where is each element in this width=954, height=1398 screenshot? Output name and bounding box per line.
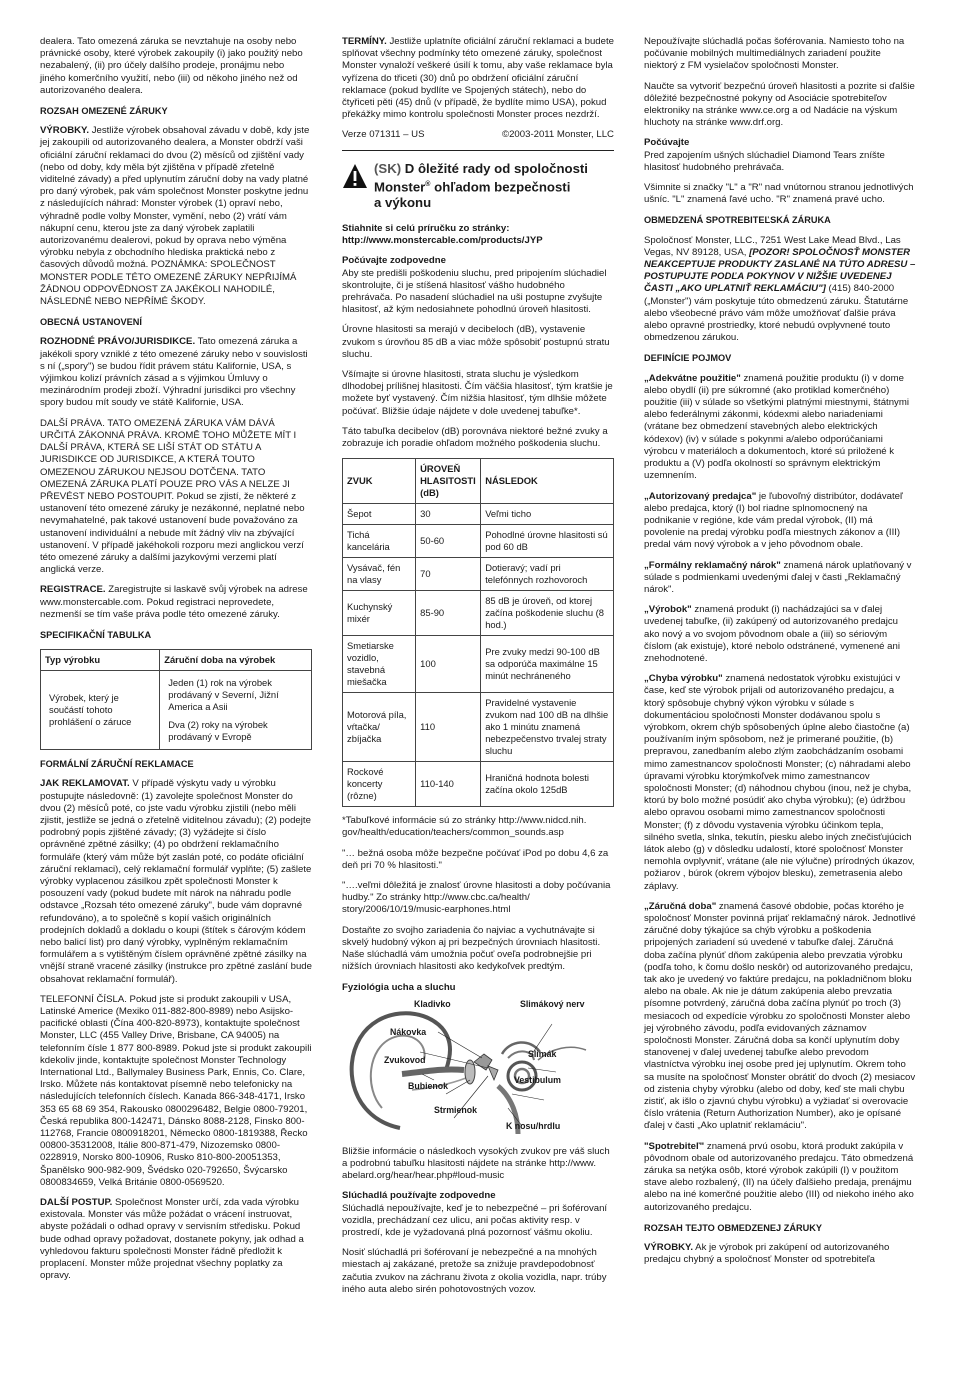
section-heading: ROZSAH OMEZENÉ ZÁRUKY — [40, 106, 168, 117]
definition-text: znamená produkt (i) nachádzajúci sa v ďalej uvedenej tabuľke, (ii) zakúpený od autorizovaného predajcu ako nový a vo svojom pôvodnom obale a (iii) so sériovým číslom (ak existuje), ktoré nebolo odstránené, vymenené ani znehodnotené. — [644, 604, 900, 664]
table-cell: 70 — [416, 558, 481, 591]
title-text: Monster — [374, 179, 426, 195]
table-cell — [160, 671, 312, 750]
table-header: NÁSLEDOK — [481, 459, 614, 504]
label-slimakovy-nerv: Slimákový nerv — [520, 998, 585, 1009]
decibel-table — [342, 458, 614, 807]
table-row — [343, 504, 614, 525]
table-cell: 110 — [416, 693, 481, 762]
run-in-label: VÝROBKY. — [40, 125, 90, 137]
footnote: *Tabuľkové informácie sú zo stránky http://www.nidcd.nih. gov/health/education/teachers/common_sounds.asp — [342, 815, 587, 839]
warning-header — [342, 161, 614, 211]
table-cell: Výrobek, který je součástí tohoto prohlášení o záruce — [41, 671, 160, 750]
table-row — [343, 558, 614, 591]
label-kladivko: Kladivko — [414, 998, 451, 1009]
table-header: Záruční doba na výrobek — [160, 650, 312, 671]
section-heading: OBECNÁ USTANOVENÍ — [40, 317, 142, 328]
paragraph-text: Zaregistrujte si laskavě svůj výrobek na adrese www.monstercable.com. Pokud registraci neprovedete, nezmenší se tím vaše práva podle této omezené záruky. — [40, 584, 308, 620]
label-slimak: Slimák — [528, 1048, 557, 1059]
table-cell: Veľmi ticho — [481, 504, 614, 525]
table-cell: 85-90 — [416, 591, 481, 636]
definition-text: znamená použitie produktu (i) v dome alebo obydlí (ii) pre súkromné (ako protiklad komerčného) použitie (iii) v súlade so všetkými platnými miestnymi, štátnymi alebo federálnymi zákonmi, kódexmi alebo nariadeniami (vrátane bez obmedzení stavebných alebo elektrických kódexov) (iv) v súlade s pokynmi a/alebo odporúčaniami výrobcu v materiáloch a dokumentoch, ktoré sú priložené k produktu a (V) podľa okolností so správnym elektrickým uzemnením. — [644, 372, 909, 482]
table-cell: 50-60 — [416, 525, 481, 558]
title-text: a výkonu — [374, 195, 432, 211]
table-cell: Hraničná hodnota bolesti začína okolo 125dB — [481, 762, 614, 807]
run-in-label: VÝROBKY. — [644, 1242, 694, 1254]
definition — [644, 901, 916, 1133]
definition-text: znamená nedostatok výrobku existujúci v čase, keď ste výrobok prijali od autorizovaného predajcu, a ktorý spôsobuje chybný výkon výrobku v súlade s dokumentáciou spoločnosti Monster dodávanou spolu s výrobkom, okrem chýb spôsobených úplne alebo čiastočne (a) používaním iným spôsobom, než je primerané použitie, (b) prepravou, zanedbaním alebo zlým zaobchádzaním osobami mimo zamestnancov spoločnosti Monster; (c) náhradami alebo úpravami výrobku ktorýmkoľvek mimo zamestnancov spoločnosti Monster; (d) náhodnou chybou (inou, než je chyba, ktorú by bolo možné posúdiť ako chyba výrobku); (e) údržbou alebo opravou osobami mimo zamestnancov spoločnosti Monster; (f) z dôvodu vystavenia výrobku účinkom tepla, silného svetla, slnka, tekutín, piesku alebo iných znečisťujúcich látok alebo (g) v dôsledku udalostí, ktoré spoločnosť Monster nemohla ovplyvniť, vrátane (ale nie výlučne) prírodných úkazov, požiarov , búrok (okrem výbojov blesku), zemetrasenia alebo záplavy. — [644, 673, 915, 892]
paragraph: Aby ste predišli poškodeniu sluchu, pred pripojením slúchadiel skontrolujte, či je stíšená hlasitosť vášho hudobného prehrávača. Po nasadení slúchadiel na uši postupne zvyšujte hlasitosť, až kým nedosiahnete pohodlnú úroveň hlasitosti. — [342, 267, 607, 316]
table-row — [343, 762, 614, 807]
table-cell: Šepot — [343, 504, 416, 525]
paragraph: Nepoužívajte slúchadlá počas šoférovania. Namiesto toho na počúvanie mobilných multimediálnych zariadení použite niektorý z FM vysielačov spoločnosti Monster. — [644, 36, 905, 72]
definition — [644, 604, 916, 665]
paragraph: Pred zapojením ušných slúchadiel Diamond Tears zníšte hlasitosť hudobného prehrávača. — [644, 149, 885, 173]
title-text: ohľadom bezpečnosti — [430, 179, 571, 195]
run-in-label: ROZHODNÉ PRÁVO/JURISDIKCE. — [40, 336, 196, 348]
term: „Adekvátne použitie" — [644, 372, 741, 384]
section-heading: DEFINÍCIE POJMOV — [644, 353, 732, 364]
paragraph — [644, 1242, 916, 1266]
paragraph: Všímajte si úrovne hlasitosti, strata sluchu je výsledkom dlhodobej prílišnej hlasitosti. Čím väčšia hlasitosť, tým kratšie je možete byť vystavený. Čím nižšia hlasitosť, tým dlhšie môžete počúvať. Bližšie údaje nájdete v dole uvedenej tabuľke*. — [342, 369, 613, 417]
registered-mark: ® — [425, 180, 431, 188]
table-cell: Pre zvuky medzi 90-100 dB sa odporúča maximálne 15 minút nechráneného — [481, 636, 614, 693]
notice-text: [POZOR! SPOLOČNOSŤ MONSTER NEAKCEPTUJE PRODUKTY ZASLANÉ NA TÚTO ADRESU – POSTUPUJTE PODĽA POKYNOV V NIŽŠIE UVEDENEJ ČASTI „AKO UPLATNIŤ REKLAMÁCIU"] — [644, 246, 916, 295]
table-cell: 30 — [416, 504, 481, 525]
table-cell: Vysávač, fén na vlasy — [343, 558, 416, 591]
column-1 — [40, 36, 312, 1290]
subheading: Počúvajte — [644, 137, 690, 149]
term: "Spotrebiteľ" — [644, 1140, 705, 1152]
subheading: Slúchadlá používajte zodpovedne — [342, 1190, 496, 1202]
run-in-label: TERMÍNY. — [342, 36, 387, 47]
definition — [644, 1141, 916, 1214]
term: „Výrobok" — [644, 604, 692, 616]
table-row — [343, 693, 614, 762]
paragraph: Bližšie informácie o následkoch vysokých zvukov pre váš sluch a podrobnú tabuľku hlasitosti nájdete na stránke http://www. abelard.org/hear/hear.php#loud-music — [342, 1145, 610, 1182]
label-strmienok: Strmienok — [434, 1104, 478, 1115]
paragraph: Slúchadlá nepoužívajte, keď je to nebezpečné – pri šoférovaní vozidla, prechádzaní cez ulicu, ani počas aktivity resp. v prostredí, kde je vyžadovaná plná pozornosť vášmu okoliu. — [342, 1202, 608, 1238]
table-header: Typ výrobku — [41, 650, 160, 671]
table-cell: Motorová píla, vŕtačka/ zbíjačka — [343, 693, 416, 762]
table-cell: 100 — [416, 636, 481, 693]
paragraph: TELEFONNÍ ČÍSLA. Pokud jste si produkt zakoupili v USA, Latinské Americe (Mexiko 011-882-800-8989) nebo Asijsko-pacifické oblasti (Čína 400-820-8973), kontaktujte společnost Monster, LLC (455 Valley Drive, Brisbane, CA 94005) na telefonním čísle 1 877 800-8989. Pokud jste si produkt zakoupili kdekoliv jinde, kontaktujte společnost Monster Technology International Ltd., Ballymaley Business Park, Ennis, Co. Clare, Irsko. Můžete nás kontaktovat písemně nebo telefonicky na následujících telefonních číslech. Kanada 866-348-4171, Irsko 353 65 68 69 354, Rakousko 0800296482, Belgie 0800-79201, Česká republika 800-142471, Dánsko 8088-2128, Finsko 800-112768, Francie 0800918201, Německo 0800-1819388, Řecko 00800-35312008, Itálie 800-871-479, Nizozemsko 0800-0228919, Norsko 800-10906, Rusko 810-800-20051353, Španělsko 900-982-909, Švédsko 020-792650, Švýcarsko 0800834659, Velká Británie 0800-0569520. — [40, 993, 312, 1188]
definition-text: znamená nárok uplatňovaný v súlade s podmienkami uvedenými ďalej v časti „Reklamačný nárok". — [644, 559, 912, 595]
label-zvukovod: Zvukovod — [384, 1054, 426, 1065]
quote: "….veľmi dôležitá je znalosť úrovne hlasitosti a doby počúvania hudby." Zo stránky http://www.cbc.ca/health/ story/2006/10/19/music-earphones.html — [342, 880, 611, 916]
copyright: ©2003-2011 Monster, LLC — [502, 129, 614, 141]
paragraph-text: (415) 840-2000 („Monster") vám poskytuje túto obmedzenú záruku. Štatutárne alebo všeobecné právo vám môže umožňovať ďalšie práva alebo opravné prostriedky, ktoré nebudú ovplyvnené touto obmedzenou zárukou. — [644, 283, 909, 344]
paragraph: DALŠÍ PRÁVA. TATO OMEZENÁ ZÁRUKA VÁM DÁVÁ URČITÁ ZÁKONNÁ PRÁVA. KROMĚ TOHO MŮŽETE MÍT I DALŠÍ PRÁVA, KTERÁ SE LIŠÍ STÁT OD STÁTU A JURISDIKCE OD JURISDIKCE, A KTERÁ TOUTO OMEZENOU ZÁRUKOU NEJSOU DOTČENA. TATO OMEZENÁ ZÁRUKA PLATÍ POUZE PRO VÁS A NELZE JI PŘEVÉST NEBO POSTOUPIT. Pokud se zjistí, že některé z ustanovení této omezené záruky je nezákonné, neplatné nebo nevymahatelné, pak takové ustanovení bude považováno za ustanovení individuální a nebude mít žádný vliv na zbývající ustanovení. V případě jakéhokoli rozporu mezi anglickou verzí této omezené záruky a dalšími jazykovými verzemi platí anglická verze. — [40, 417, 305, 576]
paragraph-text: Spoločnosť Monster, LLC., 7251 West Lake Mead Blvd., Las Vegas, NV 89128, USA, — [644, 234, 901, 258]
language-code: (SK) — [374, 160, 402, 176]
definition — [644, 673, 916, 893]
label-nakovka: Nákovka — [390, 1026, 427, 1037]
section-heading: FORMÁLNÍ ZÁRUČNÍ REKLAMACE — [40, 759, 194, 770]
section-heading: ROZSAH TEJTO OBMEDZENEJ ZÁRUKY — [644, 1222, 822, 1233]
table-cell: Rockové koncerty (rôzne) — [343, 762, 416, 807]
column-3 — [644, 36, 916, 1274]
warning-title — [374, 161, 588, 211]
download-link[interactable]: Stiahnite si celú príručku zo stránky: http://www.monstercable.com/products/JYP — [342, 223, 543, 247]
label-bubienok: Bubienok — [408, 1080, 449, 1091]
run-in-label: REGISTRACE. — [40, 584, 106, 596]
definition — [644, 491, 916, 552]
table-header: ZVUK — [343, 459, 416, 504]
paragraph-text: Společnost Monster určí, zda vada výrobku existovala. Monster vás může požádat o vrácení instruovat, abyste požádali o odhad opravy v servisním středisku. Pokud bude odhad opravy požadovat, dostanete pokyny, jak odhad a vyhledovou fakturu společnosti Monster řádně předložit k proplacení. Monster může projednat všechny poplatky za opravy. — [40, 1197, 304, 1282]
paragraph-text: Tato omezená záruka a jakékoli spory vzniklé z této omezené záruky nebo v souvislosti s ní („spory") se budou řídit právem státu Kalifornie, USA, s výjimkou kolizí právních zásad a s výjimkou Úmluvy o mezinárodním prodeji zboží. Výhradní jurisdikci pro všechny spory budou mít soudy ve státě Kalifornie, USA. — [40, 336, 308, 409]
table-cell: 110-140 — [416, 762, 481, 807]
paragraph: Táto tabuľka decibelov (dB) porovnáva niektoré bežné zvuky a zobrazuje ich poradie ohľadom možného poškodenia sluchu. — [342, 425, 608, 450]
table-row — [343, 525, 614, 558]
paragraph: Všimnite si značky "L" a "R" nad vnútornou stranou jednotlivých ušníc. "L" znamená ľavé ucho. "R" znamená pravé ucho. — [644, 182, 914, 206]
paragraph-text: Jestliže uplatníte oficiální záruční reklamaci a budete splňovat všechny podmínky této omezené záruky, společnost Monster vynaloží veškeré úsilí k tomu, aby vaše reklamace byla vyřízena do třiceti (30) dnů po obdržení oficiální záruční reklamace (pokud bydlíte ve Spojených státech), nebo do čtyřiceti pěti (45) dnů (v případě, že bydlíte mimo USA), pokud překážky mimo kontrolu společnosti Monster proces nezdrží. — [342, 36, 614, 121]
paragraph — [342, 36, 614, 121]
term: „Formálny reklamačný nárok" — [644, 559, 781, 571]
paragraph-text: Jestliže výrobek obsahoval závadu v době, kdy jste jej zakoupili od autorizovaného dealera, a Monster obdrží vaši oficiální záruční reklamaci do dvou (2) měsíců od zjištění vady (nebo od doby, kdy měla být zjištěna v případě zřetelně viditelné závady) a před uplynutím záruční doby na vady platné pro daný výrobek, pak vám společnost Monster poskytne jednu z následujících náhrad: Monster výrobek (1) opraví nebo, výhradně podle volby Monster, vymění, nebo (2) vrátí vám nákupní cenu, kterou jste za daný výrobek zaplatili autorizovanému dealerovi, pokud by oprava nebo výměna výrobku nebyla z obchodního hlediska praktická nebo z časových důvodů možná. POZNÁMKA: SPOLEČNOST MONSTER PODLE TÉTO OMEZENÉ ZÁRUKY NEPŘIJÍMÁ ŽÁDNOU ODPOVĚDNOST ZA JAKÉKOLI NAHODILÉ, NÁSLEDNÉ NEBO NEPŘÍMÉ ŠKODY. — [40, 125, 310, 308]
paragraph: dealera. Tato omezená záruka se nevztahuje na osoby nebo právnické osoby, které výrobek zakoupily (i) jako použitý nebo nezabalený, (ii) pro účely dalšího prodeje, pronájmu nebo jiného komerčního využití, nebo (iii) od někoho jiného než od autorizovaného dealera. — [40, 36, 303, 96]
paragraph — [40, 336, 312, 409]
table-cell: Pohodlné úrovne hlasitosti sú pod 60 dB — [481, 525, 614, 558]
definition-text: znamená prvú osobu, ktorá produkt zakúpila v pôvodnom obale od autorizovaného predajcu. Táto obmedzená záruka sa netýka osôb, ktoré výrobok zakúpili (I) v použitom stave alebo rozbalený, (II) na účely ďalšieho predaja, prenájmu alebo na iné komerčné použitie alebo (III) od niekoho iného ako autorizovaného predajcu. — [644, 1140, 914, 1213]
definition — [644, 373, 916, 483]
table-cell: 85 dB je úroveň, od ktorej začína poškodenie sluchu (8 hod.) — [481, 591, 614, 636]
table-cell: Smetiarske vozidlo, stavebná miešačka — [343, 636, 416, 693]
version-line — [342, 129, 614, 141]
term: „Autorizovaný predajca" — [644, 490, 757, 502]
paragraph: Naučte sa vytvoriť bezpečnú úroveň hlasitosti a pozrite si ďalšie dôležité bezpečnostné pokyny od Asociácie spotrebiteľov elektroniky na stránke www.ce.org a od Nadácie na výskum hluchoty na stránke www.drf.org. — [644, 80, 915, 129]
term: „Chyba výrobku" — [644, 673, 723, 685]
version-number: Verze 071311 – US — [342, 129, 425, 141]
section-heading: OBMEDZENÁ SPOTREBITEĽSKÁ ZÁRUKA — [644, 215, 831, 226]
paragraph: Nosiť slúchadlá pri šoférovaní je nebezpečné a na mnohých miestach aj zakázané, pretože sa znižuje pravdepodobnosť začutia zvukov na záchranu života z okolia vozidla, napr. trúby iného auta alebo sirén pohotovostných vozov. — [342, 1247, 607, 1295]
label-k-nosu: K nosu/hrdlu — [506, 1120, 561, 1131]
column-2 — [342, 36, 614, 1304]
definition-text: je ľubovoľný distribútor, dodávateľ alebo predajca, ktorý (I) bol riadne splnomocnený na podnikanie v regióne, kde vám predal výrobok, (II) má povolenie na predaj výrobku podľa miestnych zákonov a (III) predal vám nový výrobok a v jeho pôvodnom obale. — [644, 490, 903, 551]
run-in-label: DALŠÍ POSTUP. — [40, 1197, 113, 1209]
ear-illustration — [342, 998, 614, 1138]
warranty-text: Jeden (1) rok na výrobek prodávaný v Severní, Jižní America a Asii — [168, 677, 279, 713]
table-row — [343, 636, 614, 693]
paragraph-text: V případě výskytu vady u výrobku postupujte následovně: (1) zavolejte společnost Monster do dvou (2) měsíců poté, co jste vadu výrobku zjistili (nebo měli zjistit, jestliže se jedná o zřetelně viditelnou závadu); (2) podejte podrobný popis zjištěné závady; (3) vyžádejte si číslo oprávněné zpětné zásilky; (4) po obdržení reklamačního formuláře (který vám může být zaslán poté, co podáte oficiální záruční reklamaci), celý reklamační formulář vyplňte; (5) zašlete výrobky vyplacenou zásilkou zpět společnosti Monster k posouzení vady (pokud budete mít nárok na náhradu podle odstavce „Rozsah této omezené záruky", bude vám dopravné refundováno), a to společně s kopií vašich originálních prodejních dokladů a dokladu o koupi (štítek s čárovým kódem nebo balicí list) pro daný výrobky, vyplněným reklamačním formulářem a s vytištěným číslem oprávněné zpětné zásilky na vnější straně vracené zásilky (instrukce pro zpětné zaslání bude obsahovat reklamační formulář). — [40, 778, 312, 985]
table-cell: Kuchynský mixér — [343, 591, 416, 636]
table-row — [343, 591, 614, 636]
paragraph-text: Ak je výrobok pri zakúpení od autorizovaného predajcu chybný a spoločnosť Monster od spotrebiteľa — [644, 1242, 890, 1266]
run-in-label: JAK REKLAMOVAT. — [40, 778, 130, 790]
table-cell: Dotieravý; vadí pri telefónnych rozhovoroch — [481, 558, 614, 591]
ear-diagram — [342, 998, 614, 1138]
definition-text: znamená časové obdobie, počas ktorého je spoločnosť Monster povinná prijať reklamačný nárok. Jednotlivé záručné doby týkajúce sa chýb výrobku a poškodenia pripojených zariadení sú uvedené v tabuľke ďalej. Záručná doba začína plynúť dňom zakúpenia alebo prevzatia výrobku (podľa toho, k čomu došlo neskôr) od autorizovaného predajcu, tak ako je uvedený vo faktúre predajcu, na pokladničnom bloku alebo na obale. Ak nie je dátum zakúpenia alebo prevzatia písomne potvrdený, záručná doba začína plynúť po troch (3) mesiacoch od expedície výrobku zo spoločnosti Monster alebo jej výrobného závodu, podľa evidovaných záznamov spoločnosti Monster. Záručná doba sa končí uplynutím doby stanovenej v ďalej uvedenej tabuľke alebo prevodom vlastníctva výrobku inej osobe pred jej uplynutím. Okrem toho sa musíte na spoločnosť Monster obrátiť do dvoch (2) mesiacov od zistenia chyby výrobku (alebo od doby, keď ste mali chybu zistiť, ak išlo o zjavnú chybu výrobku) a vyžiadať si overovacie číslo vrátenia (Return Authorization Number), ako je opísané ďalej v časti „Ako uplatniť reklamáciu". — [644, 900, 916, 1132]
definition — [644, 560, 916, 597]
paragraph — [40, 1197, 312, 1282]
table-cell: Pravidelné vystavenie zvukom nad 100 dB na dlhšie ako 1 minútu znamená nebezpečenstvo trvalej straty sluchu — [481, 693, 614, 762]
paragraph — [40, 125, 312, 308]
warning-icon — [342, 163, 368, 189]
table-header: ÚROVEŇ HLASITOSTI (dB) — [416, 459, 481, 504]
subheading: Fyziológia ucha a sluchu — [342, 981, 456, 993]
subheading: Počúvajte zodpovedne — [342, 255, 446, 267]
table-cell: Tichá kancelária — [343, 525, 416, 558]
label-vestibulum: Vestibulum — [514, 1074, 561, 1085]
paragraph: Úrovne hlasitosti sa merajú v decibeloch (dB), vystavenie zvukom s úrovňou 85 dB a viac môže spôsobiť postupnú stratu sluchu. — [342, 324, 610, 360]
warranty-text: Dva (2) roky na výrobek prodávaný v Evropě — [168, 719, 268, 743]
title-text: D ôležité rady od spoločnosti — [401, 160, 588, 176]
section-heading: SPECIFIKAČNÍ TABULKA — [40, 629, 152, 640]
paragraph — [40, 584, 312, 621]
term: „Záručná doba" — [644, 900, 717, 912]
quote: "… bežná osoba môže bezpečne počúvať iPod po dobu 4,6 za deň pri 70 % hlasitosti." — [342, 847, 609, 871]
divider — [342, 150, 614, 151]
specification-table — [40, 649, 312, 750]
paragraph — [40, 778, 312, 985]
paragraph: Dostaňte zo svojho zariadenia čo najviac a vychutnávajte si skvelý hudobný výkon aj pri bezpečných úrovniach hlasitosti. Naše slúchadlá vám umožnia počuť oveľa podrobnejšie pri nižších úrovniach hlasitosti ako kedykoľvek predtým. — [342, 924, 601, 973]
paragraph — [644, 235, 916, 345]
